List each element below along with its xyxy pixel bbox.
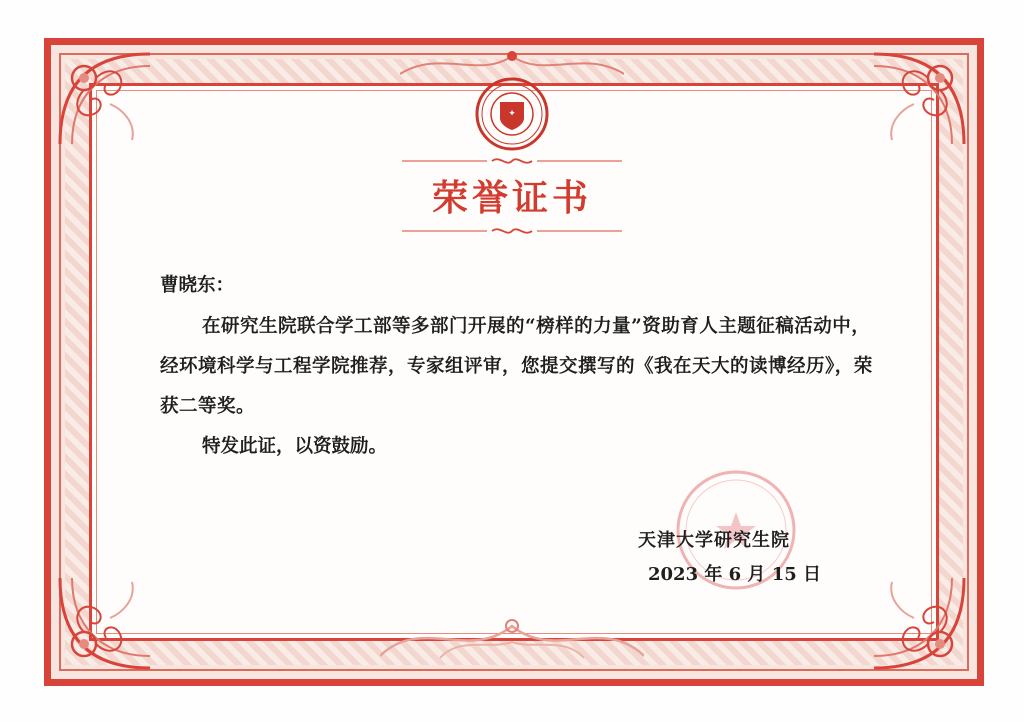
issuing-organization: 天津大学研究生院 [638,530,790,551]
bottom-flourish-icon [380,606,644,666]
recipient-name: 曹晓东： [160,275,235,296]
corner-ornament-icon [50,44,160,154]
title-top-rule-icon [402,156,622,166]
certificate-title: 荣誉证书 [431,178,592,219]
issue-date: 2023 年 6 月 15 日 [648,564,822,585]
university-seal-icon [474,76,550,152]
title-bottom-rule-icon [402,226,622,236]
corner-ornament-icon [50,568,160,678]
corner-ornament-icon [864,44,974,154]
svg-text:✦: ✦ [508,109,516,119]
award-description: 在研究生院联合学工部等多部门开展的“榜样的力量”资助育人主题征稿活动中，经环境科学与工程学院推荐，专家组评审，您提交撰写的《我在天大的读博经历》，荣获二等奖。 [160,316,873,417]
closing-statement: 特发此证，以资鼓励。 [202,436,388,457]
corner-ornament-icon [864,568,974,678]
